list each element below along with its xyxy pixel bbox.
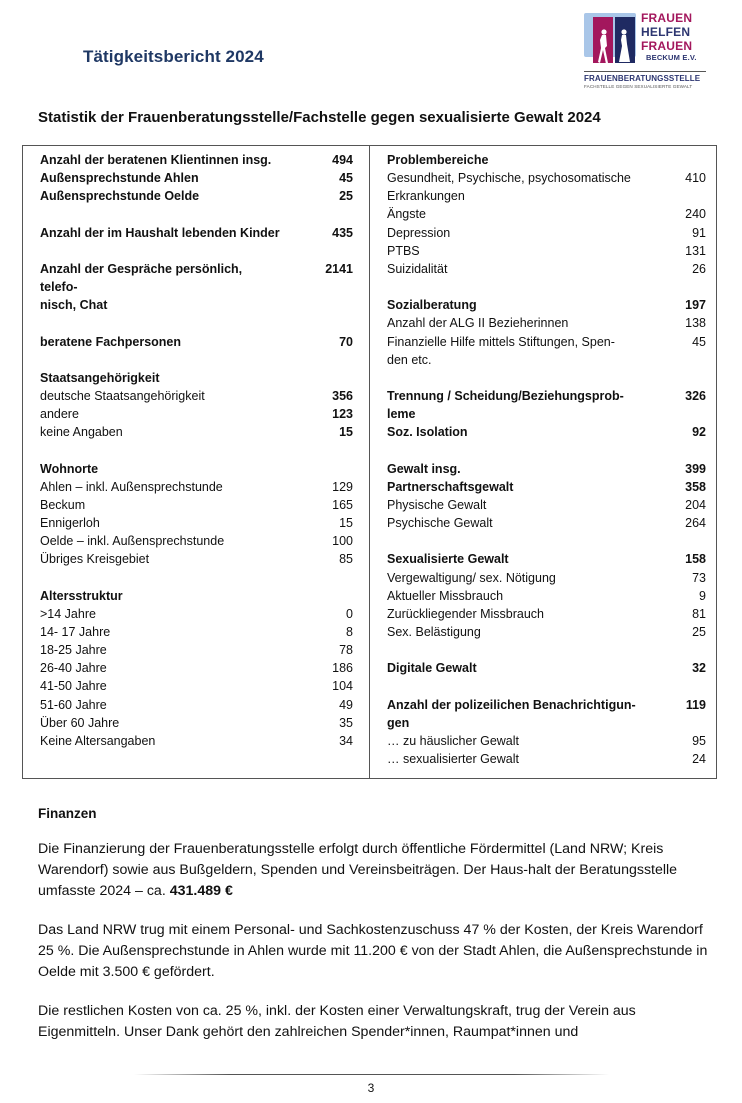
police-heading-cont: gen [387,715,410,730]
stat-row: … zu häuslicher Gewalt 95 [387,733,706,748]
stat-row: Sex. Belästigung 25 [387,625,706,639]
social-heading: Sozialberatung 197 [387,298,706,313]
statistics-table [22,145,717,779]
stat-row: 14- 17 Jahre 8 [40,624,353,639]
residence-heading: Wohnorte [40,461,99,476]
stat-row: 26-40 Jahre 186 [40,661,353,676]
stat-row: Aktueller Missbrauch 9 [387,588,706,603]
stat-row-professionals: beratene Fachpersonen 70 [40,334,353,349]
stat-row: 18-25 Jahre 78 [40,643,353,658]
stat-row: Anzahl der beratenen Klientinnen insg. 494 [40,153,353,167]
stat-row: Finanzielle Hilfe mittels Stiftungen, Spen- 45 [387,334,706,349]
stat-row: Beckum 165 [40,497,353,512]
stat-row: Außensprechstunde Ahlen 45 [40,171,353,186]
age-heading: Altersstruktur [40,588,123,603]
stat-row: Soz. Isolation 92 [387,425,706,440]
partner-violence-row: Partnerschaftsgewalt 358 [387,479,706,494]
sexual-violence-heading: Sexualisierte Gewalt 158 [387,552,706,567]
report-title: Tätigkeitsbericht 2024 [83,47,264,66]
stat-row: … sexualisierter Gewalt 24 [387,752,706,767]
stat-row: Physische Gewalt 204 [387,497,706,512]
stat-row-conversations-cont: nisch, Chat [40,298,108,313]
stat-row: Ennigerloh 15 [40,516,353,531]
stat-row: >14 Jahre 0 [40,606,353,621]
stat-row-conversations: Anzahl der Gespräche persönlich, telefo- 2141 [40,261,353,295]
stat-row: Vergewaltigung/ sex. Nötigung 73 [387,570,706,585]
stat-row: Keine Altersangaben 34 [40,733,353,748]
stat-row: Übriges Kreisgebiet 85 [40,552,353,567]
stat-row: den etc. [387,352,432,367]
nationality-heading: Staatsangehörigkeit [40,370,160,385]
stat-row: leme [387,407,416,422]
stat-row: Psychische Gewalt 264 [387,516,706,531]
logo-line-4: BECKUM E.V. [646,53,697,62]
logo-line-2: HELFEN [641,25,691,39]
stat-row-children: Anzahl der im Haushalt lebenden Kinder 435 [40,225,353,240]
logo-line-3: FRAUEN [641,39,693,53]
stat-row: Oelde – inkl. Außensprechstunde 100 [40,534,353,549]
stat-row: Außensprechstunde Oelde 25 [40,189,353,204]
footer-divider [134,1074,609,1075]
statistics-title: Statistik der Frauenberatungsstelle/Fachstelle gegen sexualisierte Gewalt 2024 [38,109,601,126]
stat-row: Trennung / Scheidung/Beziehungsprob- 326 [387,389,706,403]
stat-row: andere 123 [40,407,353,422]
police-heading: Anzahl der polizeilichen Benachrichtigun- 119 [387,697,706,712]
stat-row: Zurückliegender Missbrauch 81 [387,606,706,621]
logo-line-1: FRAUEN [641,11,693,25]
stat-row: Depression 91 [387,225,706,240]
stat-row: deutsche Staatsangehörigkeit 356 [40,388,353,403]
stat-row: Anzahl der ALG II Bezieherinnen 138 [387,316,706,331]
budget-amount: 431.489 € [169,883,233,899]
logo-red-panel [593,17,613,63]
logo-subtitle: FRAUENBERATUNGSSTELLE [584,74,701,83]
finances-paragraph-3: Die restlichen Kosten von ca. 25 %, inkl. der Kosten einer Verwaltungskraft, trug der Verein aus Eigenmitteln. Unser Dank gehört den zahlreichen Spender*innen, Raumpat*innen und [38,1003,636,1040]
statistics-left-column [23,146,370,778]
logo-blue-panel [615,17,635,63]
finances-heading: Finanzen [38,806,97,821]
stat-row: keine Angaben 15 [40,425,353,440]
logo-tagline: FACHSTELLE GEGEN SEXUALISIERTE GEWALT [584,84,693,89]
logo-divider [584,71,706,72]
statistics-right-column [370,146,716,778]
finances-paragraph-1: Die Finanzierung der Frauenberatungsstelle erfolgt durch öffentliche Fördermittel (Land NRW; Kreis Warendorf) sowie aus Bußgeldern, Spenden und Vereinsbeiträgen. Der Haus-halt der Beratungsstelle umfasste 2024 – ca. 431.489 € [38,841,678,899]
stat-row: 51-60 Jahre 49 [40,697,353,712]
problems-heading: Problembereiche [387,153,489,167]
stat-row: Erkrankungen [387,189,465,204]
stat-row: Suizidalität 26 [387,261,706,276]
page-number: 3 [367,1081,375,1095]
walking-woman-icon [593,28,613,66]
digital-violence-row: Digitale Gewalt 32 [387,661,706,676]
stat-row: Gesundheit, Psychische, psychosomatische 410 [387,171,706,186]
standing-woman-icon [615,28,635,66]
stat-row: 41-50 Jahre 104 [40,679,353,694]
organization-logo [584,10,709,94]
stat-row: Über 60 Jahre 35 [40,715,353,730]
finances-paragraph-2: Das Land NRW trug mit einem Personal- und Sachkostenzuschuss 47 % der Kosten, der Kreis Warendorf 25 %. Die Außensprechstunde in Ahlen wurde mit 11.200 € von der Stadt Ahlen, die Außensprechstunde in Oelde mit 3.500 € gefördert. [38,922,708,980]
stat-row: Ahlen – inkl. Außensprechstunde 129 [40,479,353,494]
stat-row: Ängste 240 [387,207,706,222]
violence-total-row: Gewalt insg. 399 [387,461,706,476]
stat-row: PTBS 131 [387,243,706,258]
logo-wordmark [641,11,697,63]
